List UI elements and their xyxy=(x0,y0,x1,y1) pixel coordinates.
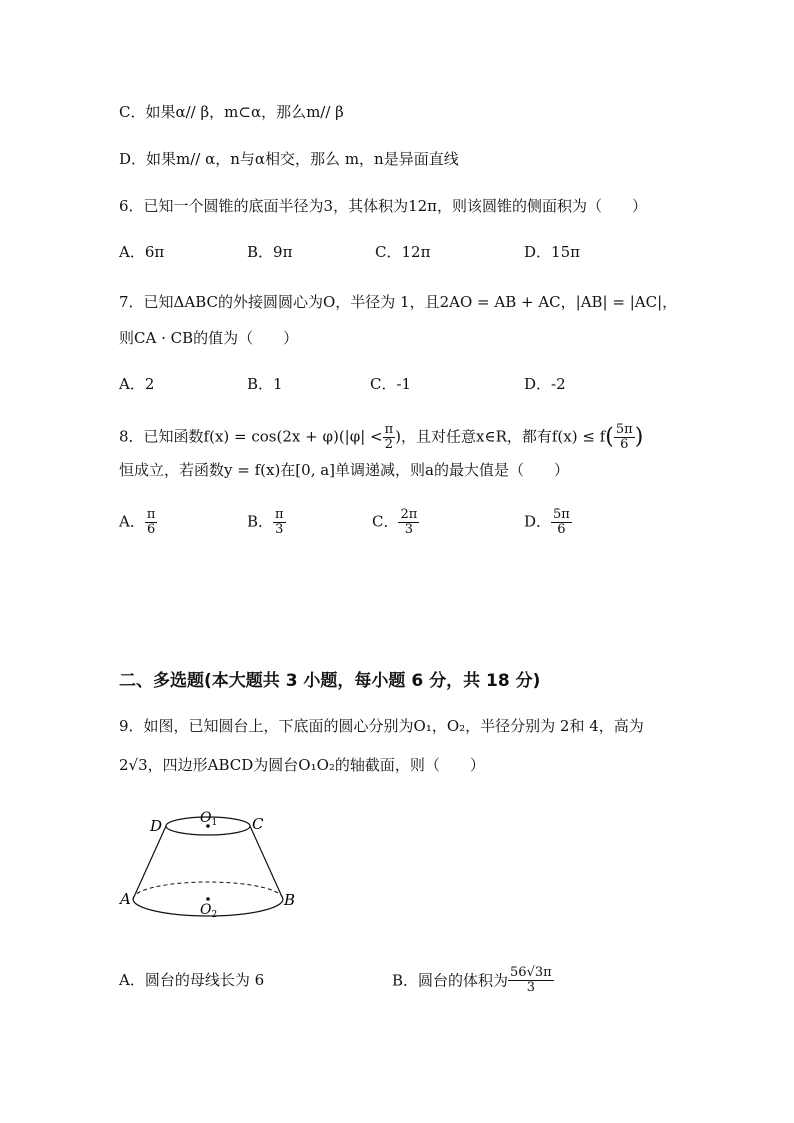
q8-stem-line1: 8．已知函数f(x) = cos(2x + φ)(|φ| < $\frac{\pi}{2}$ )，且对任意x∈R，都有f(x) ≤ f( $\frac{5\pi}{6}$ ) xyxy=(119,422,644,452)
q8-stem-part-b: (|φ| < xyxy=(338,427,383,446)
q6-option-c: C．12π xyxy=(375,243,431,261)
q6-option-d: D．15π xyxy=(524,243,580,261)
q8-option-b xyxy=(247,508,286,537)
fraction-numerator: π xyxy=(275,507,284,522)
q8-stem-part-a: 8．已知函数f(x) = cos(2x + φ) xyxy=(119,427,339,446)
option-label: D． xyxy=(524,512,552,531)
slant-side-left xyxy=(133,826,166,899)
q5-option-c: C．如果α// β，m⊂α，那么m// β xyxy=(119,103,344,121)
fraction-numerator: π xyxy=(384,422,394,437)
fraction-denominator: 6 xyxy=(557,522,566,537)
q7-option-d: D．-2 xyxy=(524,375,566,393)
q7-option-a: A．2 xyxy=(119,375,155,393)
center-label-o1: $O_1$ xyxy=(200,810,218,828)
fraction-denominator: 3 xyxy=(275,522,284,537)
fraction-numerator: π xyxy=(146,507,156,522)
bottom-base-back-arc xyxy=(133,882,283,899)
vertex-label-c: C xyxy=(252,815,264,833)
fraction-numerator: 5π xyxy=(615,422,633,437)
fraction-denominator: 3 xyxy=(526,980,535,995)
q7-option-b: B．1 xyxy=(247,375,283,393)
fraction-numerator: 2π xyxy=(400,507,418,522)
center-label-o2: $O_2$ xyxy=(200,902,218,920)
center-o2-dot xyxy=(206,897,210,901)
slant-side-right xyxy=(250,826,283,899)
fraction-numerator: 5π xyxy=(553,507,570,522)
q7-option-c: C．-1 xyxy=(370,375,412,393)
q8-option-a xyxy=(119,508,157,537)
vertex-label-b: B xyxy=(284,891,296,909)
option-b-prefix: B．圆台的体积为 xyxy=(392,971,509,990)
q9-option-a: A．圆台的母线长为 6 xyxy=(119,971,265,989)
q6-option-b: B．9π xyxy=(247,243,293,261)
option-fraction xyxy=(273,508,286,537)
q9-stem-line1: 9．如图，已知圆台上，下底面的圆心分别为O₁，O₂，半径分别为 2和 4，高为 xyxy=(119,717,644,735)
q6-stem: 6．已知一个圆锥的底面半径为3，其体积为12π，则该圆锥的侧面积为（ ） xyxy=(119,197,648,215)
fraction-denominator: 6 xyxy=(620,437,629,452)
option-fraction xyxy=(551,508,572,537)
q5-option-d: D．如果m// α，n与α相交，那么 m，n是异面直线 xyxy=(119,150,459,168)
volume-fraction xyxy=(508,966,554,995)
q6-option-a: A．6π xyxy=(119,243,165,261)
q9-stem-line2: 2√3，四边形ABCD为圆台O₁O₂的轴截面，则（ ） xyxy=(119,756,485,774)
option-fraction xyxy=(145,508,158,537)
q9-option-b xyxy=(392,966,554,995)
q8-fraction-pi-over-2 xyxy=(383,423,396,452)
vertex-label-d: D xyxy=(150,817,163,835)
q8-fraction-5pi-over-6 xyxy=(614,423,635,452)
vertex-label-a: A xyxy=(120,890,131,908)
option-fraction xyxy=(398,508,419,537)
q7-stem-line2: 则CA · CB的值为（ ） xyxy=(119,329,299,347)
fraction-denominator: 2 xyxy=(384,437,394,452)
q7-stem-line1: 7．已知ΔABC的外接圆圆心为O，半径为 1，且2AO = AB + AC，|AB| = |AC|， xyxy=(119,293,678,311)
fraction-denominator: 6 xyxy=(146,522,156,537)
option-label: B． xyxy=(247,512,274,531)
q8-stem-line2: 恒成立，若函数y = f(x)在[0, a]单调递减，则a的最大值是（ ） xyxy=(119,461,569,479)
fraction-denominator: 3 xyxy=(404,522,414,537)
option-label: A． xyxy=(119,512,145,531)
option-label: C． xyxy=(372,512,399,531)
q8-stem-part-c: )，且对任意x∈R，都有f(x) ≤ f xyxy=(395,427,606,446)
section-heading: 二、多选题(本大题共 3 小题，每小题 6 分，共 18 分) xyxy=(119,671,541,691)
q8-option-d xyxy=(524,508,572,537)
fraction-numerator: 56√3π xyxy=(510,965,552,980)
frustum-figure xyxy=(118,806,308,926)
q8-option-c xyxy=(372,508,419,537)
